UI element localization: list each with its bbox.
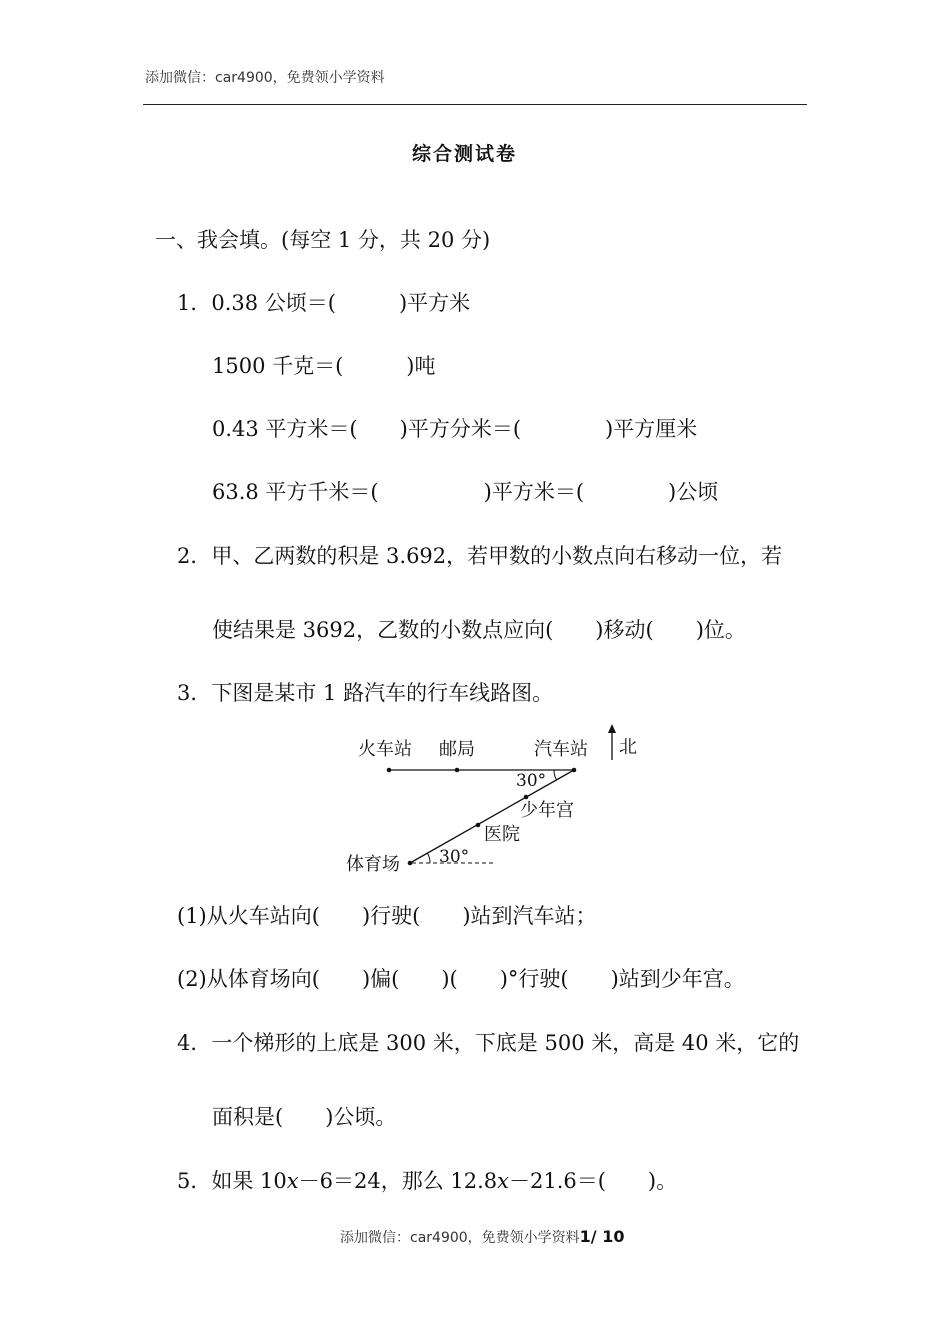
bus-route-diagram <box>340 722 650 882</box>
q5-prefix: 5．如果 10 <box>177 1169 287 1193</box>
label-youth-palace: 少年宫 <box>520 800 574 821</box>
label-angle-bottom: 30° <box>439 847 470 867</box>
q1-line4: 63.8 平方千米＝( )平方米＝( )公顷 <box>212 480 719 504</box>
post-office-dot <box>455 768 460 773</box>
q3-line1: 3．下图是某市 1 路汽车的行车线路图。 <box>177 681 554 705</box>
q5-var-x-2: x <box>497 1169 509 1193</box>
label-bus-station: 汽车站 <box>534 739 588 760</box>
q2-line2: 使结果是 3692，乙数的小数点应向( )移动( )位。 <box>212 618 746 642</box>
q3-sub2: (2)从体育场向( )偏( )( )°行驶( )站到少年宫。 <box>177 967 745 991</box>
label-stadium: 体育场 <box>346 854 400 875</box>
label-post-office: 邮局 <box>439 739 475 760</box>
q5-line <box>177 1165 677 1195</box>
header-divider <box>143 104 807 105</box>
label-angle-top: 30° <box>516 771 547 791</box>
north-arrow-head <box>608 724 616 733</box>
q2-line1: 2．甲、乙两数的积是 3.692，若甲数的小数点向右移动一位，若 <box>177 544 783 568</box>
page-title: 综合测试卷 <box>412 143 518 165</box>
header-text: 添加微信：car4900，免费领小学资料 <box>145 70 385 86</box>
q5-var-x-1: x <box>286 1169 299 1193</box>
section-heading: 一、我会填。(每空 1 分，共 20 分) <box>155 228 491 252</box>
q1-line2: 1500 千克＝( )吨 <box>212 354 436 378</box>
q5-suffix: －21.6＝( )。 <box>508 1169 678 1193</box>
page-number: 1/ 10 <box>579 1227 625 1246</box>
youth-palace-dot <box>524 795 529 800</box>
angle-arc-top <box>554 770 557 780</box>
q5-middle: －6＝24，那么 12.8 <box>298 1169 498 1193</box>
footer <box>340 1227 624 1247</box>
label-north: 北 <box>619 737 637 758</box>
stadium-dot <box>408 861 413 866</box>
q1-line3: 0.43 平方米＝( )平方分米＝( )平方厘米 <box>212 417 698 441</box>
train-station-dot <box>387 768 392 773</box>
q4-line2: 面积是( )公顷。 <box>212 1105 397 1129</box>
q3-sub1: (1)从火车站向( )行驶( )站到汽车站； <box>177 904 597 928</box>
hospital-dot <box>476 823 481 828</box>
angle-arc-bottom <box>427 853 430 863</box>
q1-line1: 1．0.38 公顷＝( )平方米 <box>177 291 471 315</box>
label-hospital: 医院 <box>484 824 520 845</box>
q4-line1: 4．一个梯形的上底是 300 米，下底是 500 米，高是 40 米，它的 <box>177 1031 800 1055</box>
label-train-station: 火车站 <box>358 739 412 760</box>
footer-text: 添加微信：car4900，免费领小学资料 <box>340 1230 580 1246</box>
